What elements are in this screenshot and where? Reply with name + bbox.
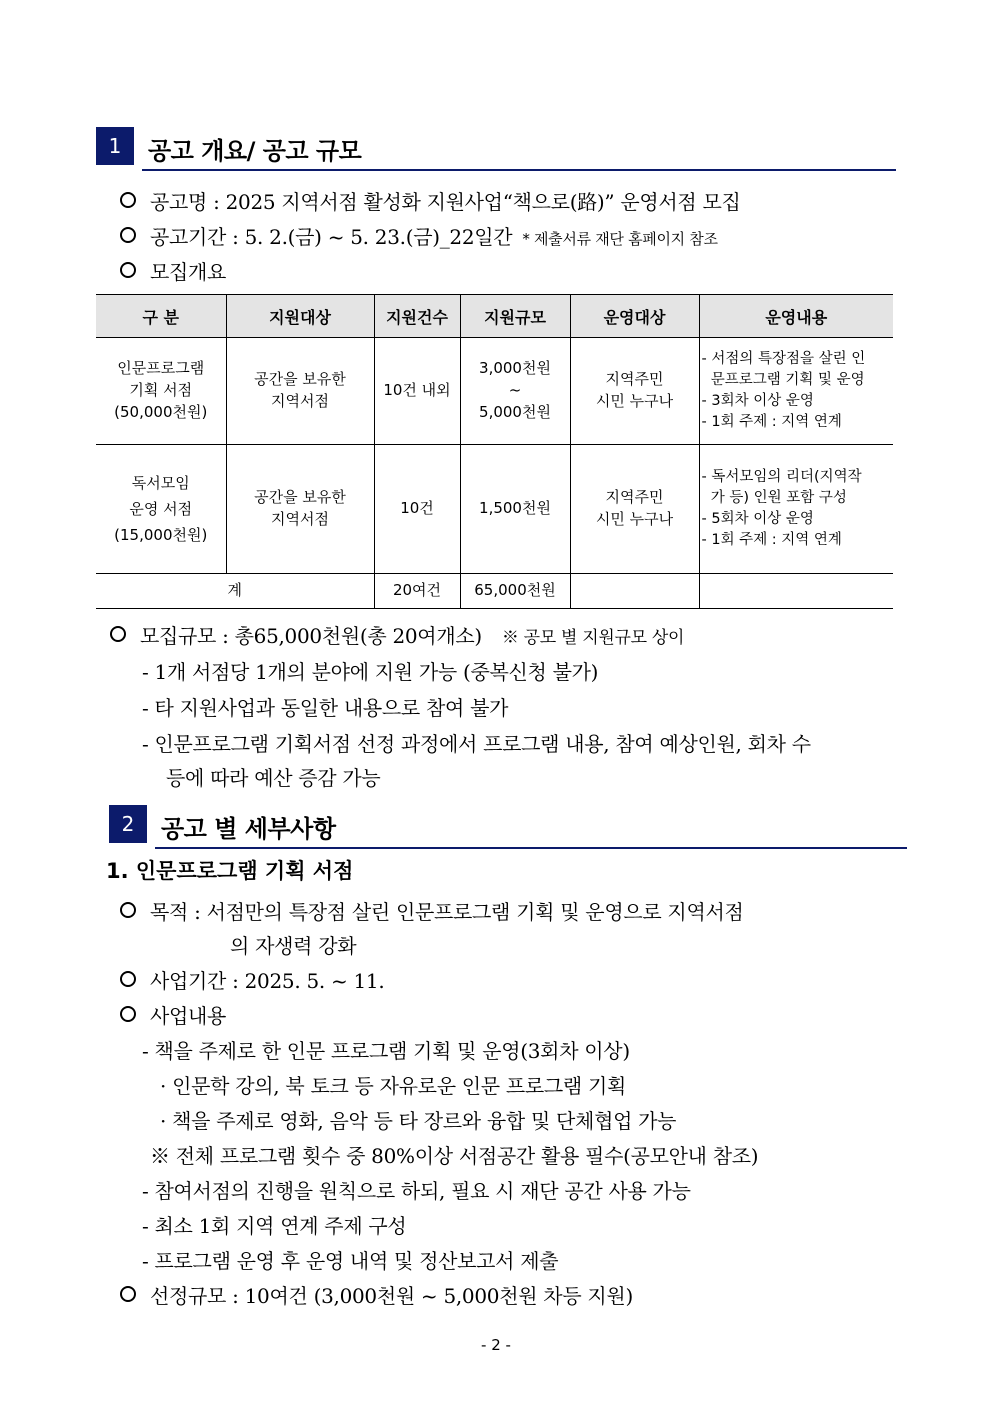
cell-line: 문프로그램 기획 및 운영 (701, 371, 865, 388)
cell-line: 운영 서점 (129, 499, 193, 518)
cell-line: 기획 서점 (129, 381, 193, 400)
overview-label: 모집개요 (150, 260, 227, 284)
content-line: - 최소 1회 지역 연계 주제 구성 (142, 1214, 407, 1238)
section-1-rule (142, 169, 896, 171)
bullet-line: - 타 지원사업과 동일한 내용으로 참여 불가 (142, 696, 509, 720)
target-cell (226, 338, 374, 445)
content-line: · 책을 주제로 영화, 음악 등 타 장르와 융합 및 단체협업 가능 (160, 1109, 677, 1133)
circle-bullet-icon (120, 262, 136, 278)
target-cell (226, 445, 374, 574)
bullet-line: - 인문프로그램 기획서점 선정 과정에서 프로그램 내용, 참여 예상인원, 회차 수 (142, 732, 811, 756)
cell-line: - 서점의 특장점을 살린 인 (701, 350, 866, 367)
purpose-line (120, 896, 744, 925)
bullet-line: - 1개 서점당 1개의 분야에 지원 가능 (중복신청 불가) (142, 660, 599, 684)
total-scale-cell: 65,000천원 (460, 574, 570, 609)
section-2-title: 공고 별 세부사항 (161, 815, 336, 843)
empty-cell (699, 574, 893, 609)
selection-line (120, 1280, 633, 1309)
content-line: - 참여서점의 진행을 원칙으로 하되, 필요 시 재단 공간 사용 가능 (142, 1179, 691, 1203)
recruitment-table (96, 294, 893, 609)
bullet-line-cont: 등에 따라 예산 증감 가능 (166, 766, 381, 790)
page-number: - 2 - (481, 1336, 511, 1354)
table-header-cell: 지원건수 (374, 295, 460, 338)
table-header-cell: 운영대상 (570, 295, 699, 338)
scale-line (110, 620, 684, 649)
cell-line: - 5회차 이상 운영 (701, 511, 814, 527)
section-2-number: 2 (109, 805, 147, 843)
count-cell: 10건 내외 (374, 338, 460, 445)
cell-line: - 1회 주제 : 지역 연계 (701, 532, 842, 549)
empty-cell (570, 574, 699, 609)
table-header-row (96, 295, 893, 338)
notice-name: 공고명 : 2025 지역서점 활성화 지원사업“책으로(路)” 운영서점 모집 (150, 190, 741, 214)
cell-line: ~ (508, 381, 522, 400)
overview-line (120, 256, 226, 285)
category-cell (96, 338, 226, 445)
cell-line: - 1회 주제 : 지역 연계 (701, 414, 842, 431)
circle-bullet-icon (120, 1006, 136, 1022)
section-1-header (96, 127, 896, 165)
notice-name-line (120, 186, 741, 215)
content-label: 사업내용 (150, 1004, 227, 1028)
circle-bullet-icon (110, 626, 126, 642)
circle-bullet-icon (120, 971, 136, 987)
content-label-line (120, 1000, 226, 1029)
duration-text: 사업기간 : 2025. 5. ~ 11. (150, 969, 385, 993)
content-cell (699, 338, 893, 445)
cell-line: 시민 누구나 (595, 392, 674, 410)
total-label-cell: 계 (96, 574, 374, 609)
selection-text: 선정규모 : 10여건 (3,000천원 ~ 5,000천원 차등 지원) (150, 1284, 633, 1308)
cell-line: - 3회차 이상 운영 (701, 393, 814, 409)
circle-bullet-icon (120, 227, 136, 243)
table-row (96, 445, 893, 574)
total-count-cell: 20여건 (374, 574, 460, 609)
content-cell (699, 445, 893, 574)
scale-text: 모집규모 : 총65,000천원(총 20여개소) (140, 624, 482, 648)
notice-period-note: * 제출서류 재단 홈페이지 참조 (522, 230, 718, 248)
section-2-header (109, 805, 907, 843)
cell-line: (50,000천원) (114, 402, 208, 421)
content-line: · 인문학 강의, 북 토크 등 자유로운 인문 프로그램 기획 (160, 1074, 627, 1098)
cell-line: 지역주민 (605, 488, 664, 507)
audience-cell (570, 445, 699, 574)
cell-line: 시민 누구나 (595, 510, 674, 528)
cell-line: - 독서모임의 리더(지역작 (701, 468, 862, 485)
table-header-cell: 지원대상 (226, 295, 374, 338)
purpose-cont: 의 자생력 강화 (230, 934, 357, 958)
circle-bullet-icon (120, 902, 136, 918)
cell-line: 공간을 보유한 (254, 370, 346, 389)
cell-line: 5,000천원 (479, 402, 551, 421)
circle-bullet-icon (120, 192, 136, 208)
table-header-cell: 구 분 (96, 295, 226, 338)
count-cell: 10건 (374, 445, 460, 574)
cell-line: (15,000천원) (114, 526, 208, 545)
table-total-row (96, 574, 893, 609)
notice-period: 공고기간 : 5. 2.(금) ~ 5. 23.(금)_22일간 (150, 225, 513, 249)
table-header-cell: 지원규모 (460, 295, 570, 338)
cell-line: 공간을 보유한 (254, 488, 346, 507)
cell-line: 1,500천원 (479, 499, 551, 518)
duration-line (120, 965, 384, 994)
content-line: - 책을 주제로 한 인문 프로그램 기획 및 운영(3회차 이상) (142, 1039, 630, 1063)
audience-cell (570, 338, 699, 445)
cell-line: 가 등) 인원 포함 구성 (701, 489, 847, 506)
cell-line: 지역서점 (271, 392, 329, 410)
table-row (96, 338, 893, 445)
cell-line: 지역서점 (271, 510, 329, 528)
section-1-title: 공고 개요/ 공고 규모 (148, 137, 362, 165)
scale-cell (460, 338, 570, 445)
section-2-rule (155, 847, 907, 849)
section-1-number: 1 (96, 127, 134, 165)
cell-line: 인문프로그램 (117, 359, 205, 378)
content-line: - 프로그램 운영 후 운영 내역 및 정산보고서 제출 (142, 1249, 559, 1273)
purpose-text: 목적 : 서점만의 특장점 살린 인문프로그램 기획 및 운영으로 지역서점 (150, 900, 744, 924)
cell-line: 3,000천원 (479, 359, 551, 378)
category-cell (96, 445, 226, 574)
notice-period-line (120, 221, 718, 250)
scale-cell (460, 445, 570, 574)
scale-note: ※ 공모 별 지원규모 상이 (501, 628, 685, 648)
sub-heading: 1. 인문프로그램 기획 서점 (106, 859, 354, 883)
cell-line: 지역주민 (605, 370, 664, 389)
cell-line: 독서모임 (131, 473, 190, 492)
circle-bullet-icon (120, 1286, 136, 1302)
table-header-cell: 운영내용 (699, 295, 893, 338)
content-line: ※ 전체 프로그램 횟수 중 80%이상 서점공간 활용 필수(공모안내 참조) (150, 1144, 759, 1168)
